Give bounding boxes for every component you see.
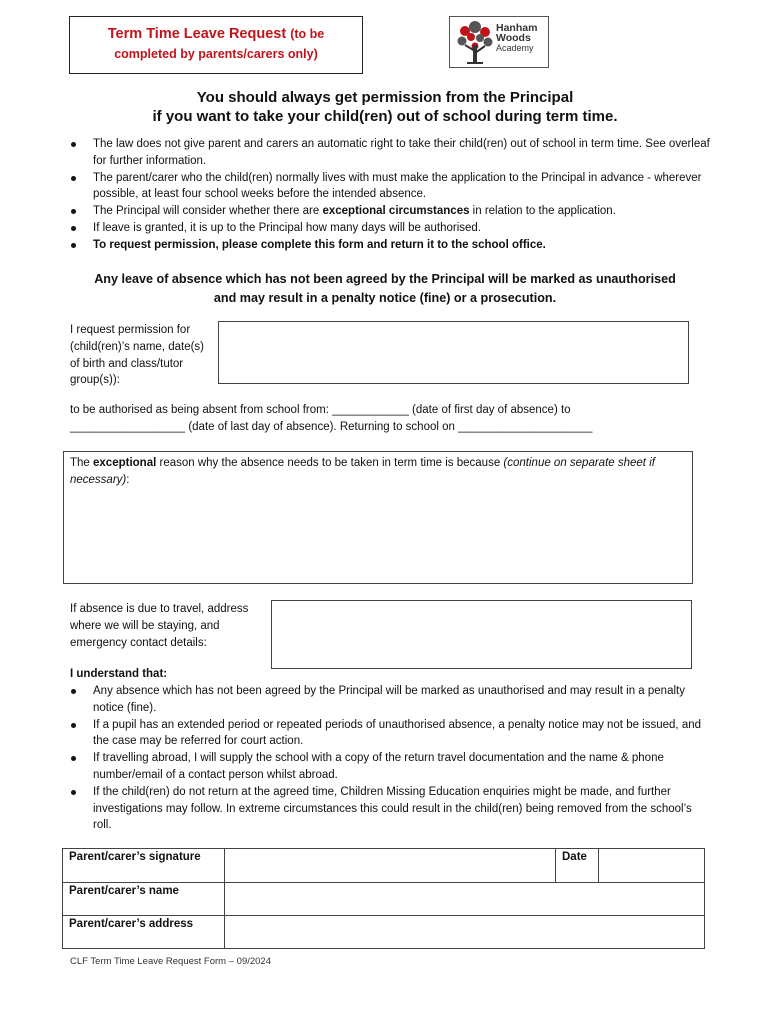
logo-text-academy: Academy bbox=[496, 43, 534, 53]
first-day-line[interactable]: to be authorised as being absent from school from: ____________ (date of first day of absence) to bbox=[70, 404, 571, 416]
page-heading-line2: if you want to take your child(ren) out of school during term time. bbox=[152, 108, 618, 125]
footer-text: CLF Term Time Leave Request Form – 09/2024 bbox=[70, 956, 272, 967]
logo-text-hanham: Hanham bbox=[496, 22, 538, 34]
address-field[interactable] bbox=[225, 916, 705, 949]
address-label: Parent/carer’s address bbox=[63, 916, 225, 949]
exceptional-reason-field[interactable]: The exceptional reason why the absence needs to be taken in term time is because (continue on separate sheet if necessary): bbox=[63, 451, 693, 584]
page-heading-line1: You should always get permission from the Principal bbox=[196, 89, 574, 106]
logo-text-woods: Woods bbox=[496, 32, 531, 44]
list-item: If travelling abroad, I will supply the school with a copy of the return travel documentation and the name & phone number/email of a contact person whilst abroad. bbox=[70, 750, 705, 784]
travel-details-field[interactable] bbox=[271, 600, 692, 669]
request-label: I request permission for (child(ren)’s name, date(s) of birth and class/tutor group(s)): bbox=[70, 324, 205, 387]
form-title-line2: completed by parents/carers only) bbox=[114, 47, 318, 61]
list-item: If the child(ren) do not return at the agreed time, Children Missing Education enquiries might be made, and further investigations may follow. In extreme circumstances this could result in the child(ren) being removed from the school’s roll. bbox=[70, 784, 705, 834]
list-item: The law does not give parent and carers an automatic right to take their child(ren) out of school in term time. See overleaf for further information. bbox=[70, 136, 710, 170]
list-item: The parent/carer who the child(ren) normally lives with must make the application to the Principal in advance - wherever possible, at least four school weeks before the intended absence. bbox=[70, 170, 710, 204]
signature-table bbox=[62, 848, 705, 949]
last-day-line[interactable]: __________________ (date of last day of absence). Returning to school on _____________________ bbox=[70, 420, 593, 433]
signature-field[interactable] bbox=[225, 849, 556, 883]
list-item: Any absence which has not been agreed by the Principal will be marked as unauthorised and may result in a penalty notice (fine). bbox=[70, 683, 705, 717]
tree-logo-icon bbox=[453, 19, 497, 67]
absence-dates-text bbox=[70, 402, 710, 436]
intro-bullet-list bbox=[70, 136, 710, 254]
form-title: Term Time Leave Request bbox=[107, 26, 287, 42]
list-item: The Principal will consider whether there are exceptional circumstances in relation to the application. bbox=[70, 203, 710, 220]
list-item: If a pupil has an extended period or repeated periods of unauthorised absence, a penalty notice may not be issued, and the case may be referred for court action. bbox=[70, 717, 705, 751]
form-title-paren: (to be bbox=[290, 27, 325, 41]
list-item: To request permission, please complete this form and return it to the school office. bbox=[70, 237, 710, 254]
form-title-box bbox=[69, 16, 363, 74]
school-logo bbox=[449, 16, 549, 68]
list-item: If leave is granted, it is up to the Principal how many days will be authorised. bbox=[70, 220, 710, 237]
child-details-field[interactable] bbox=[218, 321, 689, 384]
travel-label: If absence is due to travel, address where we will be staying, and emergency contact details: bbox=[70, 603, 249, 649]
date-label: Date bbox=[556, 849, 599, 883]
warning-text: Any leave of absence which has not been agreed by the Principal will be marked as unauthorised and may result in a penalty notice (fine) or a prosecution. bbox=[94, 272, 676, 305]
page-heading bbox=[0, 88, 770, 126]
name-field[interactable] bbox=[225, 883, 705, 916]
understand-bullet-list bbox=[70, 683, 705, 834]
name-label: Parent/carer’s name bbox=[63, 883, 225, 916]
date-field[interactable] bbox=[599, 849, 705, 883]
understand-heading: I understand that: bbox=[70, 668, 168, 680]
signature-label: Parent/carer’s signature bbox=[63, 849, 225, 883]
